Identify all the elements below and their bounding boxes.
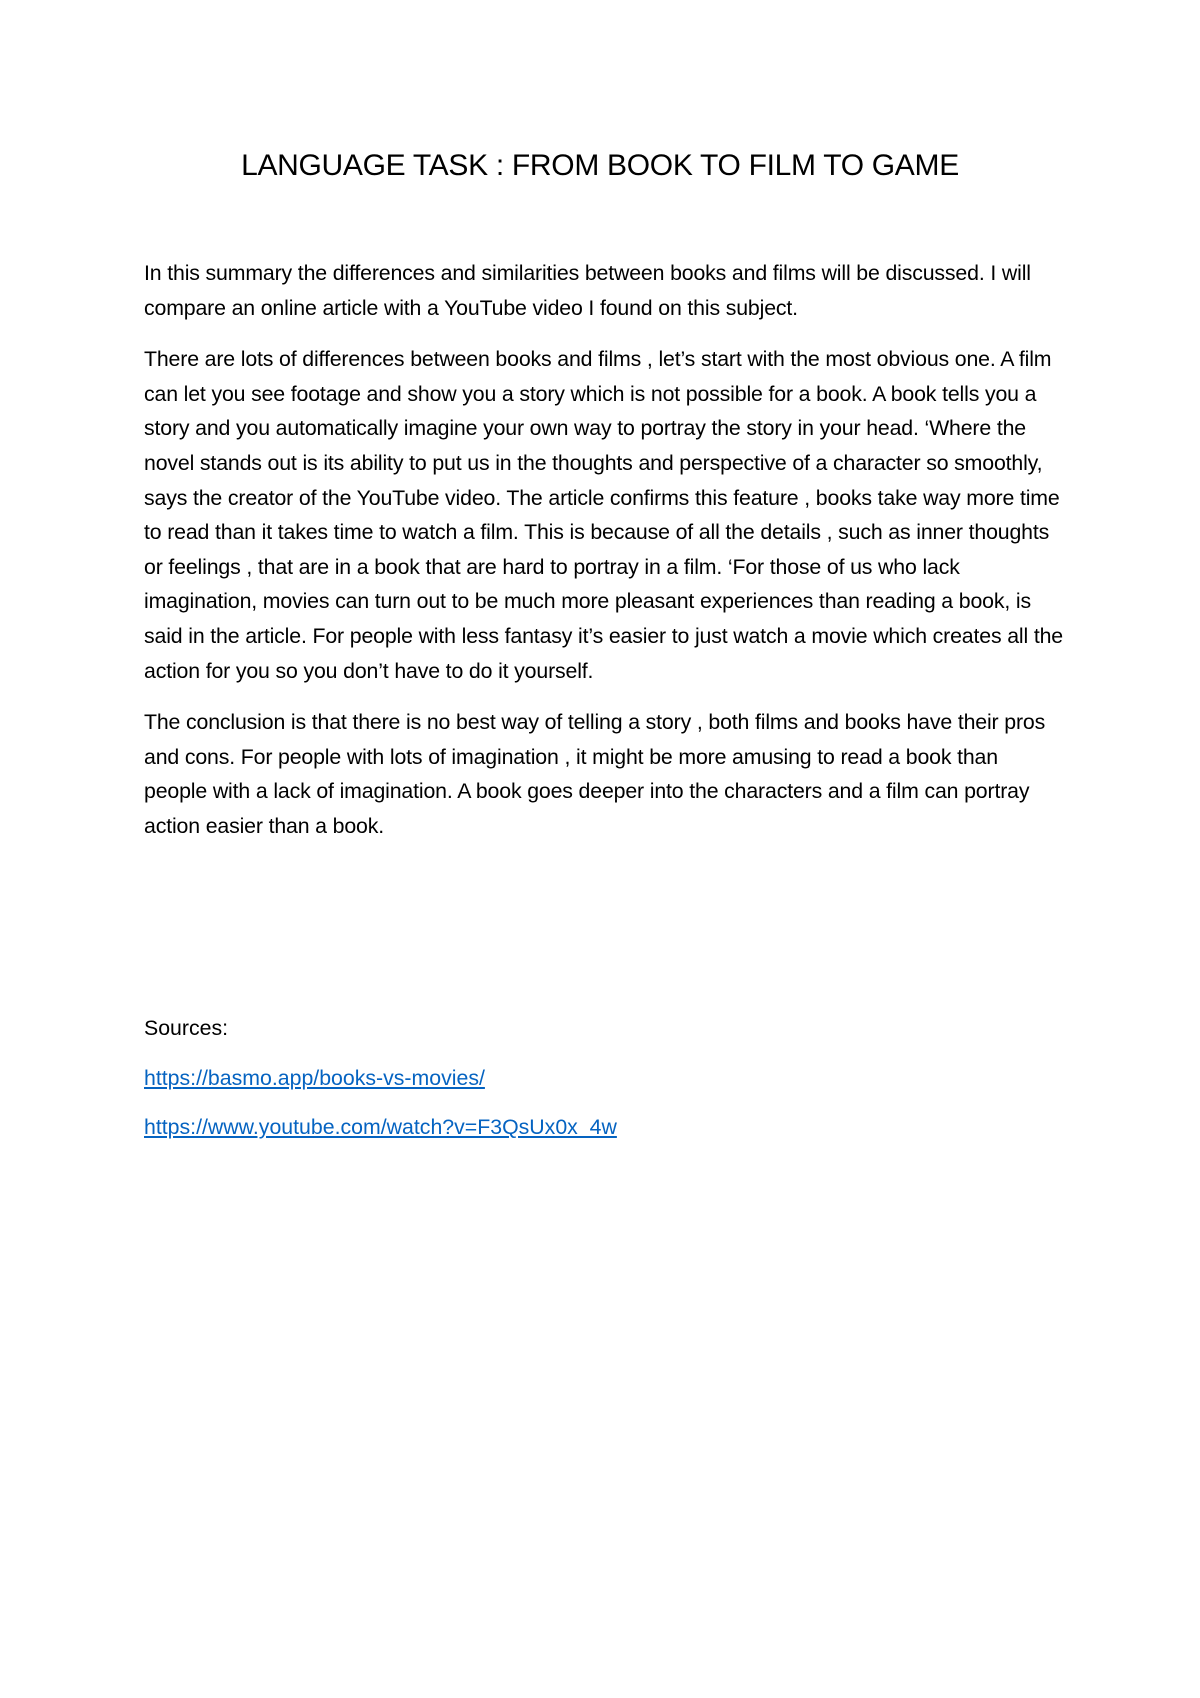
source-item: [144, 1110, 1064, 1145]
paragraph-differences: There are lots of differences between books and films , let’s start with the most obvious one. A film can let you see footage and show you a story which is not possible for a book. A book tells you a story and you automatically imagine your own way to portray the story in your head. ‘Where the novel stands out is its ability to put us in the thoughts and perspective of a character so smoothly, says the creator of the YouTube video. The article confirms this feature , books take way more time to read than it takes time to watch a film. This is because of all the details , such as inner thoughts or feelings , that are in a book that are hard to portray in a film. ‘For those of us who lack imagination, movies can turn out to be much more pleasant experiences than reading a book, is said in the article. For people with less fantasy it’s easier to just watch a movie which creates all the action for you so you don’t have to do it yourself.: [144, 347, 1063, 683]
paragraph-conclusion: The conclusion is that there is no best way of telling a story , both films and books have their pros and cons. For people with lots of imagination , it might be more amusing to read a book than people with a lack of imagination. A book goes deeper into the characters and a film can portray action easier than a book.: [144, 710, 1046, 838]
source-link-basmo[interactable]: https://basmo.app/books-vs-movies/: [144, 1065, 485, 1090]
paragraph-intro: In this summary the differences and similarities between books and films will be discussed. I will compare an online article with a YouTube video I found on this subject.: [144, 261, 1031, 320]
sources-label: Sources:: [144, 1016, 229, 1040]
document-title: LANGUAGE TASK : FROM BOOK TO FILM TO GAME: [241, 149, 959, 182]
sources-section: [144, 1011, 1064, 1160]
document-body: [144, 256, 1064, 861]
source-link-youtube[interactable]: https://www.youtube.com/watch?v=F3QsUx0x_4w: [144, 1115, 617, 1140]
source-item: [144, 1061, 1064, 1096]
